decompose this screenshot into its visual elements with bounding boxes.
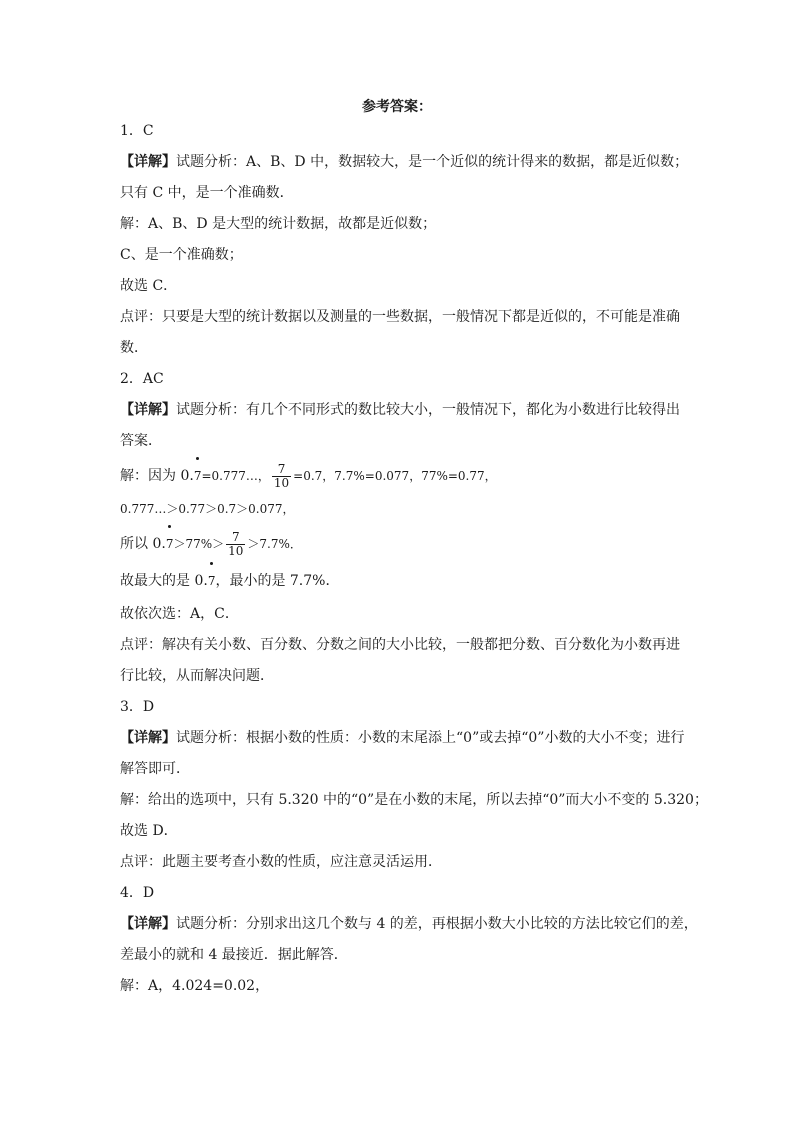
q1-comment-line1: 点评：只要是大型的统计数据以及测量的一些数据，一般情况下都是近似的，不可能是准确 (120, 309, 680, 325)
q2-solution-line (120, 461, 680, 498)
repeating-digit: 7 (208, 566, 216, 596)
q4-detail-line1 (120, 913, 698, 944)
q3-detail-tag: 【详解】 (120, 730, 176, 746)
repeating-digit: 7 (194, 461, 202, 491)
q3-detail-line1 (120, 727, 685, 758)
q2-solution-part2: =0.777…， (201, 469, 270, 483)
q3-detail-line2: 解答即可． (120, 761, 190, 777)
q2-detail-line2: 答案． (120, 433, 162, 449)
q4-detail-text1: 试题分析：分别求出这几个数与 4 的差，再根据小数大小比较的方法比较它们的差， (176, 916, 698, 932)
q1-solution-line2: C、是一个准确数； (120, 247, 243, 263)
q2-comment-line2: 行比较，从而解决问题． (120, 668, 274, 684)
q3-detail-text1: 试题分析：根据小数的性质：小数的末尾添上“0”或去掉“0”小数的大小不变；进行 (176, 730, 685, 746)
q1-detail-text1: 试题分析：A、B、D 中，数据较大，是一个近似的统计得来的数据，都是近似数； (176, 154, 689, 170)
q2-so-line (120, 529, 680, 566)
q1-comment-line2: 数． (120, 340, 148, 356)
fraction-numerator: 7 (272, 463, 291, 477)
q1-detail-tag: 【详解】 (120, 154, 176, 170)
q2-max-part2: ，最小的是 7.7%． (215, 573, 340, 589)
q4-detail-line2: 差最小的就和 4 最接近．据此解答． (120, 947, 348, 963)
q3-heading: 3．D (120, 699, 155, 715)
q2-choice: 故依次选：A，C． (120, 606, 239, 622)
q2-max-line (120, 566, 680, 603)
q2-solution-part3: =0.7，7.7%=0.077，77%=0.77， (293, 469, 497, 483)
q2-detail-line1 (120, 399, 680, 430)
fraction-seven-tenths (226, 531, 245, 558)
q1-solution-line1: 解：A、B、D 是大型的统计数据，故都是近似数； (120, 216, 437, 232)
q1-detail-line2: 只有 C 中，是一个准确数． (120, 185, 294, 201)
repeating-digit: 7 (166, 529, 174, 559)
q2-so-prefix: 所以 0. (120, 536, 166, 552)
q2-detail-text1: 试题分析：有几个不同形式的数比较大小，一般情况下，都化为小数进行比较得出 (176, 402, 680, 418)
page-title: 参考答案： (362, 99, 432, 115)
q4-solution-line1: 解：A，4.024=0.02， (120, 978, 270, 994)
q2-max-prefix: 故最大的是 0. (120, 573, 208, 589)
q1-detail-line1 (120, 151, 689, 182)
q2-chain: 0.777…＞0.77＞0.7＞0.077， (120, 502, 295, 516)
q2-detail-tag: 【详解】 (120, 402, 176, 418)
q1-choice: 故选 C． (120, 278, 178, 294)
q2-comment-line1: 点评：解决有关小数、百分数、分数之间的大小比较，一般都把分数、百分数化为小数再进 (120, 637, 680, 653)
answer-content (120, 120, 708, 1006)
q2-so-part3: ＞7.7%． (247, 537, 302, 551)
q4-detail-tag: 【详解】 (120, 916, 176, 932)
q1-heading: 1．C (120, 123, 154, 139)
fraction-denominator: 10 (273, 475, 290, 490)
q3-solution-line1: 解：给出的选项中，只有 5.320 中的“0”是在小数的末尾，所以去掉“0”而大小不变的 5.320； (120, 792, 708, 808)
q2-so-part2: ＞77%＞ (173, 537, 225, 551)
q2-heading: 2．AC (120, 371, 164, 387)
fraction-numerator: 7 (226, 531, 245, 545)
q3-choice: 故选 D． (120, 823, 178, 839)
fraction-denominator: 10 (228, 543, 244, 558)
q2-solution-prefix: 解：因为 0. (120, 468, 194, 484)
q4-heading: 4．D (120, 885, 155, 901)
fraction-seven-tenths (272, 463, 291, 490)
q3-comment: 点评：此题主要考查小数的性质，应注意灵活运用． (120, 854, 442, 870)
